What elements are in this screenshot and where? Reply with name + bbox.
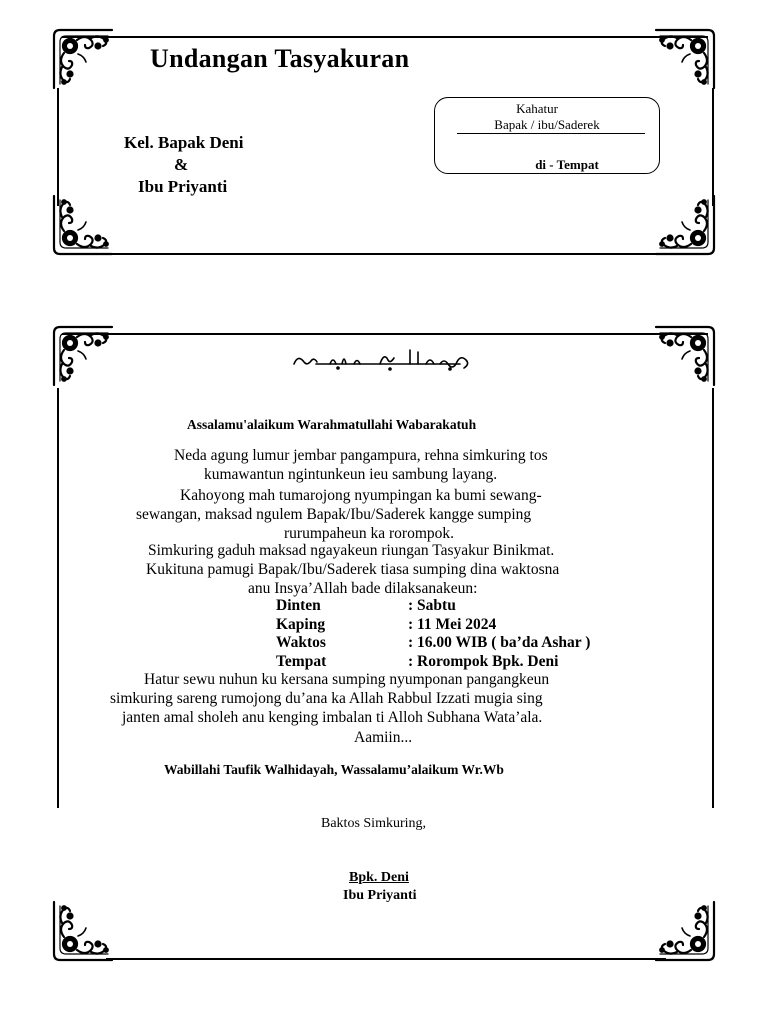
- floral-corner-ornament-icon: [652, 26, 718, 92]
- greeting: Assalamu'alaikum Warahmatullahi Wabarakatuh: [187, 417, 477, 432]
- detail-row-time: [276, 634, 590, 653]
- letter-frame-right-border: [712, 388, 714, 808]
- paragraph-2-line-3: rurumpaheun ka rorompok.: [284, 525, 455, 542]
- floral-corner-ornament-icon: [652, 323, 718, 389]
- regards-text: Baktos Simkuring,: [321, 816, 427, 831]
- signature-name: Bpk. Deni: [349, 870, 409, 885]
- detail-label: Tempat: [276, 652, 327, 670]
- detail-label: Dinten: [276, 597, 321, 614]
- letter-frame-bottom-border: [106, 958, 666, 960]
- floral-corner-ornament-icon: [50, 323, 116, 389]
- paragraph-4-line-2: simkuring sareng rumojong du’ana ka Allah Rabbul Izzati mugia sing: [110, 690, 543, 707]
- floral-corner-ornament-icon: [50, 898, 116, 964]
- signature-name-2: Ibu Priyanti: [343, 888, 417, 903]
- host-name-line1: Kel. Bapak Deni: [124, 133, 244, 152]
- paragraph-2-line-1: Kahoyong mah tumarojong nyumpingan ka bumi sewang-: [180, 487, 542, 504]
- paragraph-3-line-3: anu Insya’Allah bade dilaksanakeun:: [248, 580, 478, 597]
- host-name-line2: Ibu Priyanti: [138, 177, 228, 196]
- floral-corner-ornament-icon: [652, 898, 718, 964]
- address-line-1: Kahatur: [516, 101, 558, 116]
- paragraph-2-line-2: sewangan, maksad ngulem Bapak/Ibu/Saderek kangge sumping: [136, 506, 532, 523]
- address-underline: [457, 133, 645, 134]
- paragraph-4-line-1: Hatur sewu nuhun ku kersana sumping nyumponan pangangkeun: [144, 671, 550, 688]
- detail-row-day: [276, 597, 590, 616]
- paragraph-1-line-1: Neda agung lumur jembar pangampura, rehna simkuring tos: [174, 447, 548, 464]
- top-frame-top-border: [62, 36, 708, 38]
- detail-label: Kaping: [276, 615, 326, 633]
- floral-corner-ornament-icon: [652, 192, 718, 258]
- detail-label: Waktos: [276, 634, 326, 651]
- detail-value: : 11 Mei 2024: [408, 615, 497, 633]
- detail-value: : Sabtu: [408, 597, 456, 614]
- address-line-2: Bapak / ibu/Saderek: [494, 117, 600, 132]
- recipient-address-box: [434, 97, 660, 174]
- detail-value: : 16.00 WIB ( ba’da Ashar ): [408, 634, 591, 651]
- floral-corner-ornament-icon: [50, 26, 116, 92]
- paragraph-1-line-2: kumawantun ngintunkeun ieu sambung layang.: [204, 466, 498, 483]
- top-frame-left-border: [57, 88, 59, 206]
- event-details: [276, 597, 590, 671]
- page-title: Undangan Tasyakuran: [150, 44, 410, 73]
- paragraph-4-line-4: Aamiin...: [354, 729, 413, 746]
- address-line-3: di - Tempat: [535, 157, 599, 172]
- paragraph-3-line-2: Kukituna pamugi Bapak/Ibu/Saderek tiasa sumping dina waktosna: [146, 561, 560, 578]
- host-family: [124, 132, 244, 198]
- letter-frame-top-border: [62, 333, 708, 335]
- top-frame-right-border: [712, 88, 714, 206]
- paragraph-4-line-3: janten amal sholeh anu kenging imbalan ti Alloh Subhana Wata’ala.: [122, 709, 543, 726]
- detail-row-place: [276, 653, 590, 672]
- floral-corner-ornament-icon: [50, 192, 116, 258]
- bismillah-calligraphy-icon: [290, 344, 480, 374]
- closing-salutation: Wabillahi Taufik Walhidayah, Wassalamu’alaikum Wr.Wb: [164, 762, 504, 777]
- paragraph-3-line-1: Simkuring gaduh maksad ngayakeun riungan Tasyakur Binikmat.: [148, 542, 555, 559]
- detail-row-date: [276, 616, 590, 635]
- detail-value: : Rorompok Bpk. Deni: [408, 652, 559, 670]
- top-frame-bottom-border: [106, 253, 666, 255]
- letter-frame-left-border: [57, 388, 59, 808]
- host-ampersand: &: [174, 155, 189, 174]
